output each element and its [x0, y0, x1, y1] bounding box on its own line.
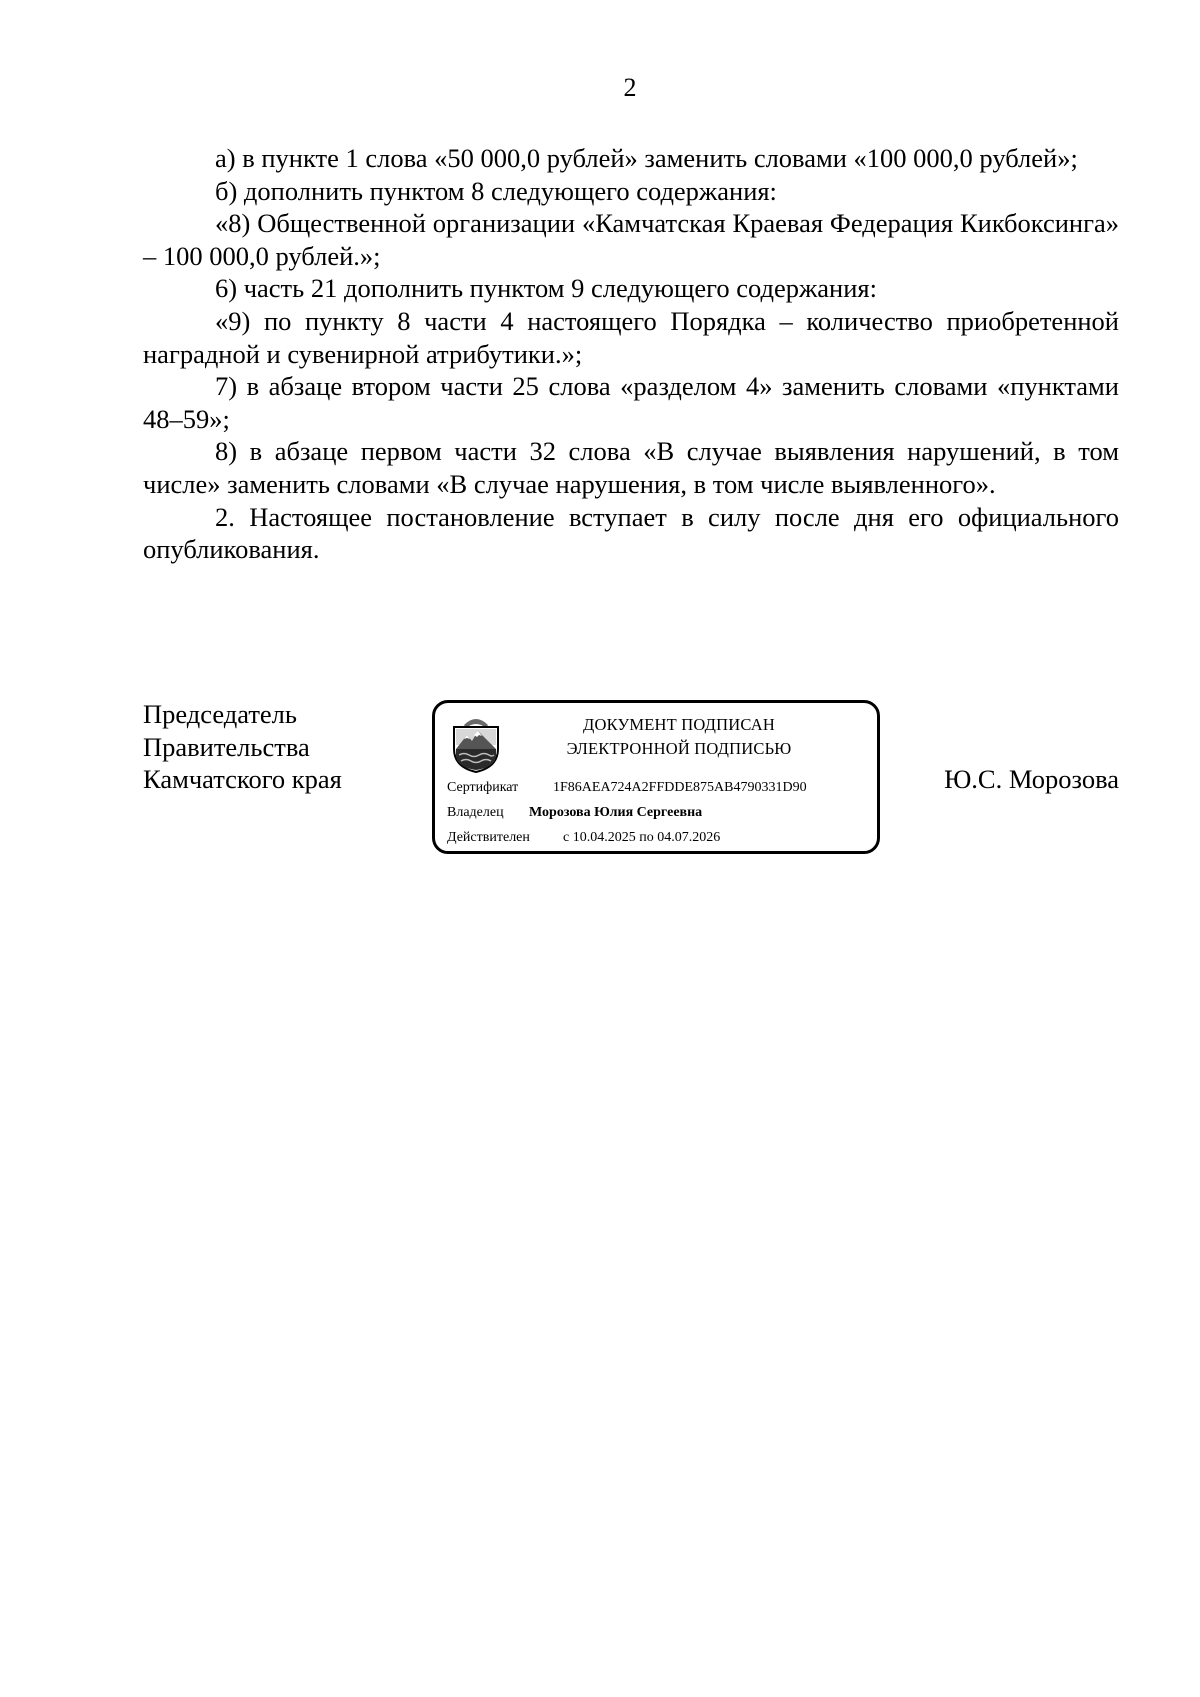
stamp-validity-row: [447, 829, 720, 847]
stamp-certificate-row: [447, 779, 807, 797]
owner-value: Морозова Юлия Сергеевна: [529, 805, 703, 820]
signatory-title-line: Правительства: [143, 731, 310, 762]
certificate-label: Сертификат: [447, 780, 519, 795]
kamchatka-coat-of-arms-icon: [450, 715, 502, 773]
page-number: 2: [623, 73, 637, 102]
stamp-owner-row: [447, 804, 702, 822]
validity-value: с 10.04.2025 по 04.07.2026: [563, 830, 721, 845]
paragraph-b: б) дополнить пунктом 8 следующего содержания:: [215, 175, 777, 206]
signatory-title-line: Председатель: [143, 699, 297, 729]
stamp-title-line: ДОКУМЕНТ ПОДПИСАН: [583, 715, 775, 734]
stamp-title: [519, 713, 839, 761]
document-body: [143, 142, 1119, 566]
paragraph-item-9: «9) по пункту 8 части 4 настоящего Порядка – количество приобретенной наградной и сувенирной атрибутики.»;: [143, 305, 1119, 369]
certificate-value: 1F86AEA724A2FFDDE875AB4790331D90: [553, 780, 807, 795]
signer-name: Ю.С. Морозова: [944, 764, 1119, 794]
paragraph-8: 8) в абзаце первом части 32 слова «В случае выявления нарушений, в том числе» заменить словами «В случае нарушения, в том числе выявленного».: [143, 436, 1119, 499]
paragraph-item-8: «8) Общественной организации «Камчатская Краевая Федерация Кикбоксинга» – 100 000,0 рублей.»;: [143, 208, 1119, 271]
paragraph-2: 2. Настоящее постановление вступает в силу после дня его официального опубликования.: [143, 501, 1119, 565]
owner-label: Владелец: [447, 805, 504, 820]
validity-label: Действителен: [447, 830, 530, 845]
signatory-title-line: Камчатского края: [143, 764, 342, 795]
paragraph-6: 6) часть 21 дополнить пунктом 9 следующего содержания:: [215, 273, 877, 304]
electronic-signature-stamp: [432, 700, 880, 854]
paragraph-a: а) в пункте 1 слова «50 000,0 рублей» заменить словами «100 000,0 рублей»;: [215, 143, 1078, 173]
signatory-title: [143, 698, 342, 796]
paragraph-7: 7) в абзаце втором части 25 слова «разделом 4» заменить словами «пунктами 48–59»;: [143, 371, 1119, 434]
stamp-title-line: ЭЛЕКТРОННОЙ ПОДПИСЬЮ: [566, 739, 792, 758]
